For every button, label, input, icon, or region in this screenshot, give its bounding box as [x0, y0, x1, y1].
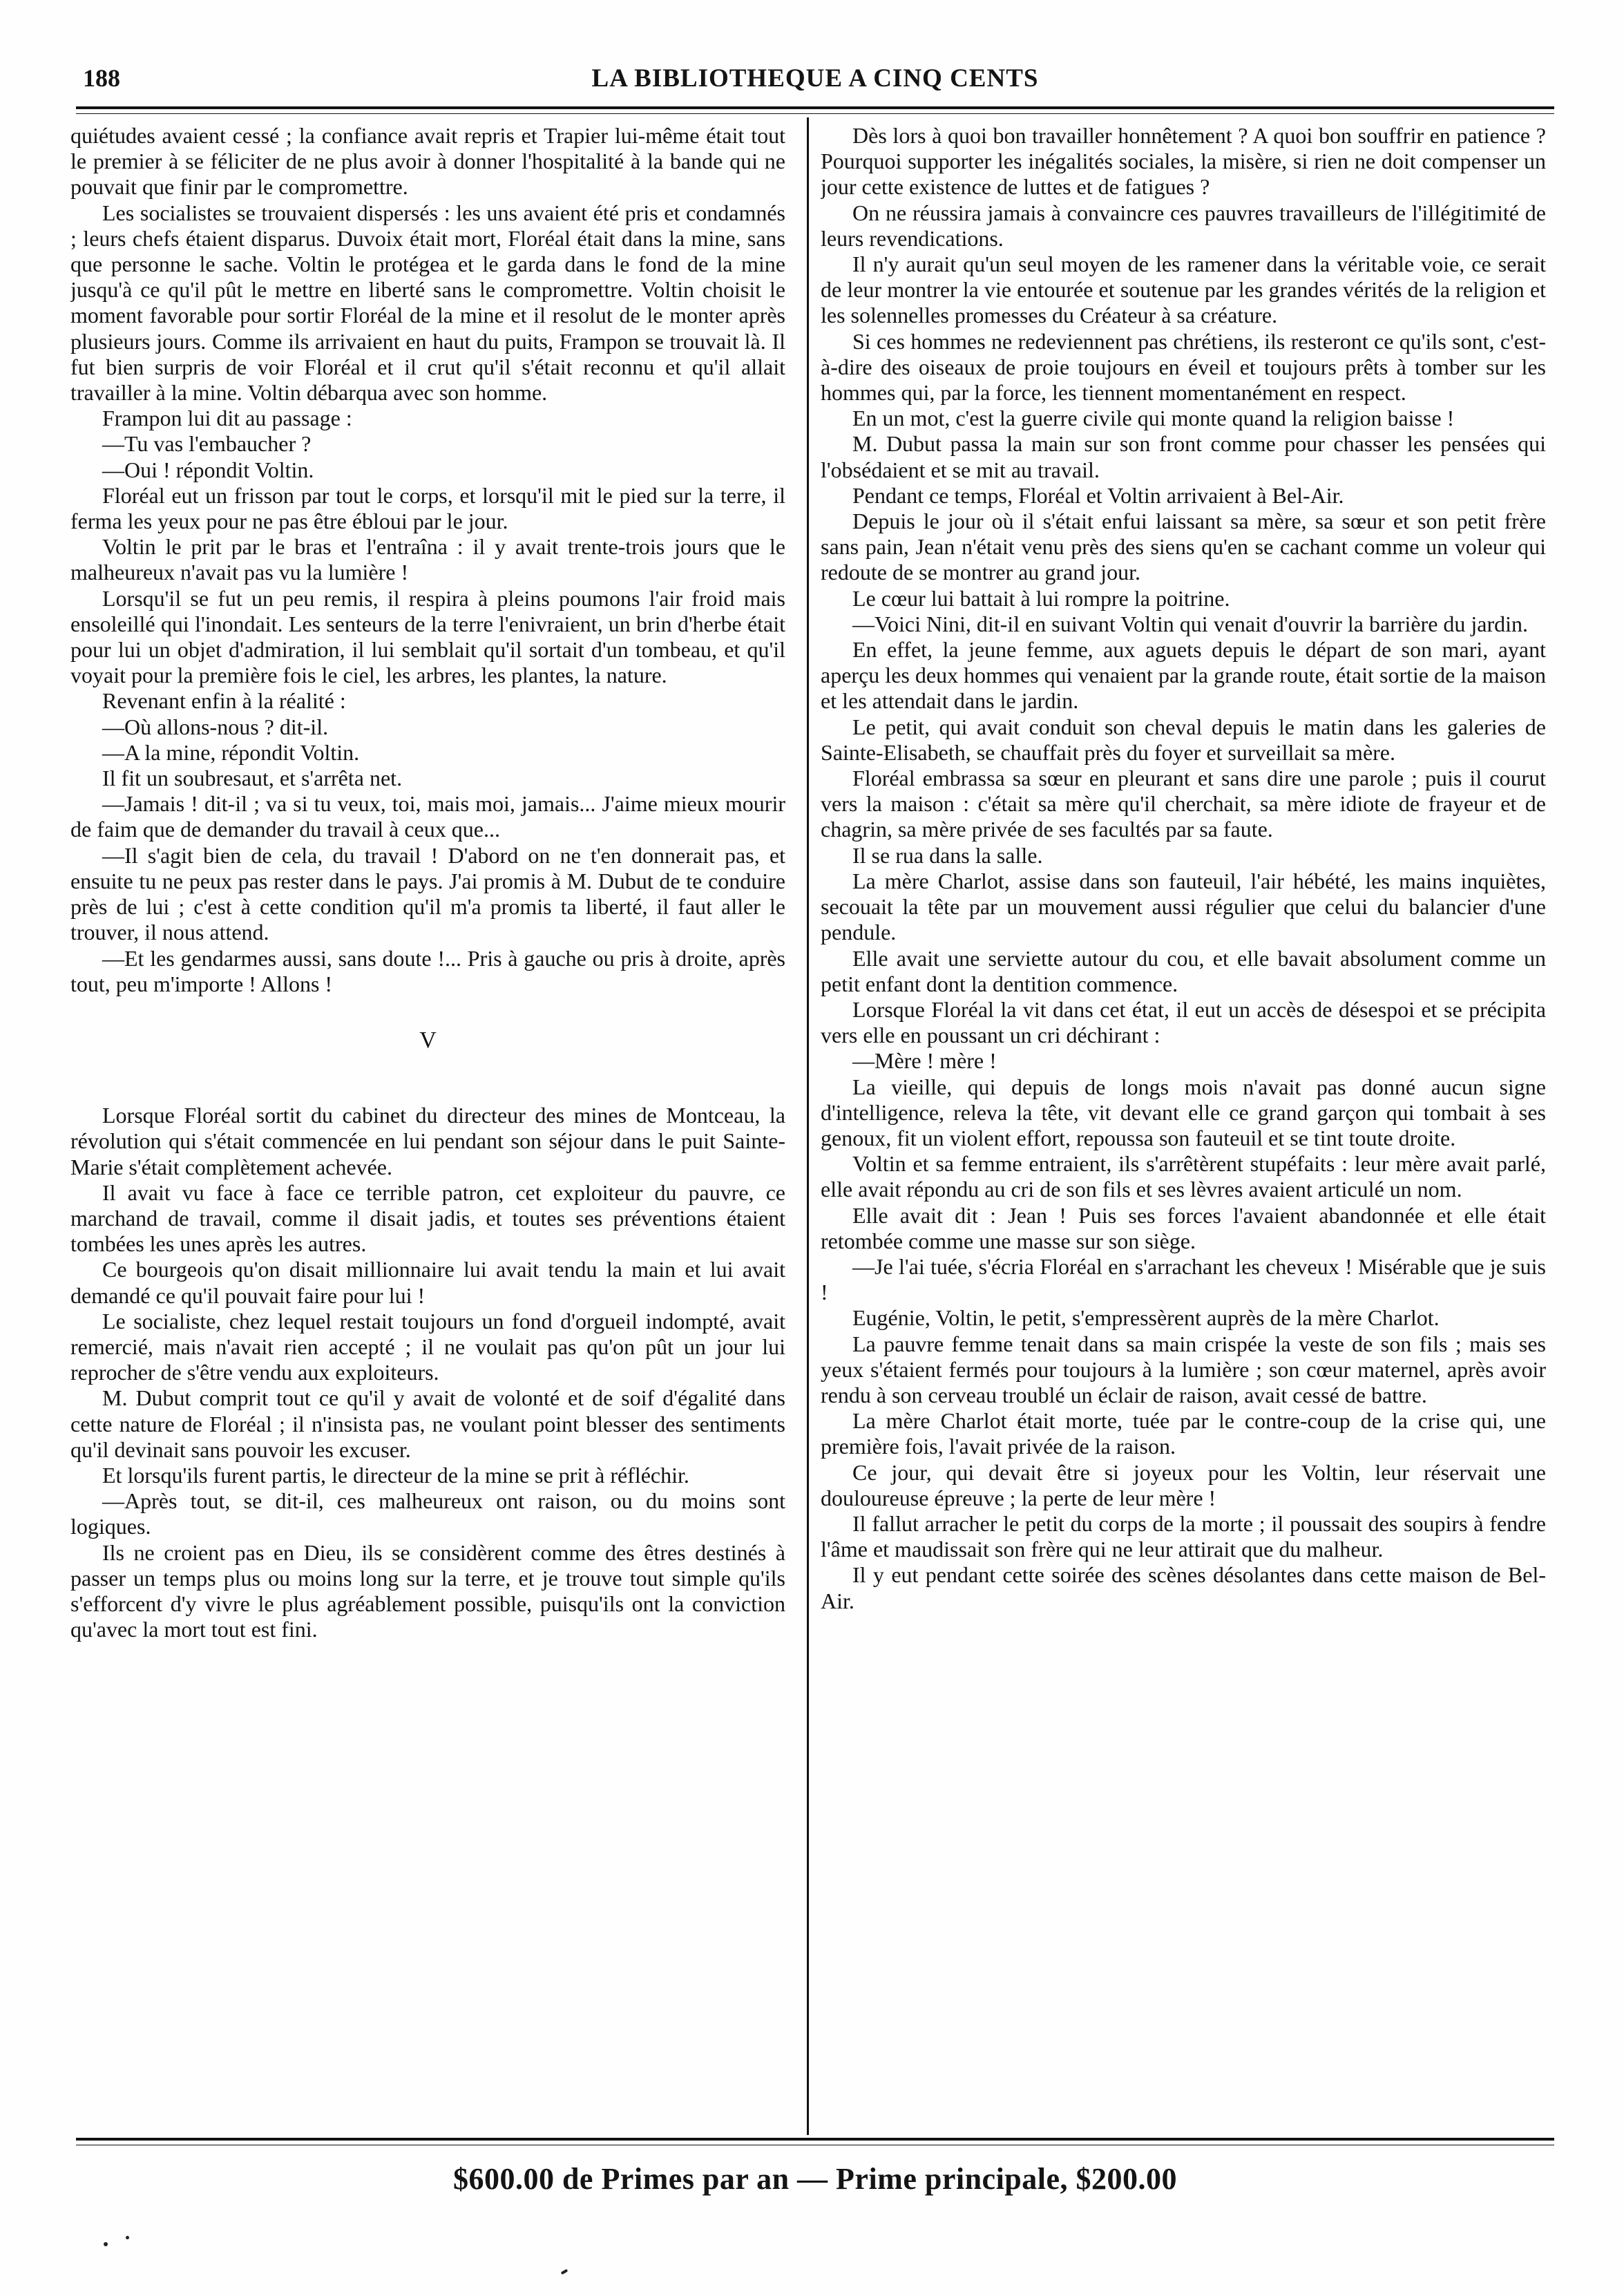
right-column [821, 123, 1546, 2130]
paragraph: Frampon lui dit au passage : [102, 406, 352, 431]
paragraph: Il n'y aurait qu'un seul moyen de les ramener dans la véritable voie, ce serait de leur montrer la vie entourée et soutenue par les grandes vérités de la religion et les solennelles promesses du Créateur à sa créature. [821, 252, 1546, 328]
paragraph: —Mère ! mère ! [852, 1048, 997, 1074]
paragraph: —Voici Nini, dit-il en suivant Voltin qui venait d'ouvrir la barrière du jardin. [852, 611, 1529, 636]
column-divider [807, 117, 809, 2135]
paragraph: Le cœur lui battait à lui rompre la poitrine. [852, 585, 1230, 611]
paragraph: —Il s'agit bien de cela, du travail ! D'abord on ne t'en donnerait pas, et ensuite tu ne peux pas rester dans le pays. J'ai promis à M. Dubut de te conduire près de lui ; c'est à cette condition qu'il m'a promis ta liberté, il faut aller le trouver, il nous attend. [70, 842, 785, 945]
running-title: LA BIBLIOTHEQUE A CINQ CENTS [591, 64, 1039, 93]
header-rule-thick [76, 106, 1554, 109]
paragraph: —Tu vas l'embaucher ? [102, 431, 312, 457]
paragraph: —Où allons-nous ? dit-il. [102, 714, 329, 739]
paragraph: En un mot, c'est la guerre civile qui monte quand la religion baisse ! [852, 406, 1455, 431]
paragraph: Lorsque Floréal sortit du cabinet du directeur des mines de Montceau, la révolution qui s'était commencée en lui pendant son séjour dans le puit Sainte-Marie s'était complètement achevée. [70, 1103, 785, 1179]
paragraph: Revenant enfin à la réalité : [102, 688, 346, 714]
paragraph: Ce bourgeois qu'on disait millionnaire lui avait tendu la main et lui avait demandé ce qu'il pouvait faire pour lui ! [70, 1257, 785, 1308]
paragraph: Lorsqu'il se fut un peu remis, il respira à pleins poumons l'air froid mais ensoleillé qui l'inondait. Les senteurs de la terre l'enivraient, un brin d'herbe était pour lui un objet d'admiration, il lui semblait qu'il sortait d'un tombeau, et qu'il voyait pour la première fois le ciel, les arbres, les plantes, la nature. [70, 585, 785, 688]
print-speck [126, 2236, 129, 2239]
paragraph: Il avait vu face à face ce terrible patron, cet exploiteur du pauvre, ce marchand de travail, comme il disait jadis, et toutes ses préventions étaient tombées les unes après les autres. [70, 1179, 785, 1257]
paragraph: Il fallut arracher le petit du corps de la morte ; il poussait des soupirs à fendre l'âme et maudissait son frère qui ne leur attirait que du malheur. [821, 1510, 1546, 1562]
paragraph: Depuis le jour où il s'était enfui laissant sa mère, sa sœur et son petit frère sans pain, Jean n'était venu près des siens qu'en se cachant comme un voleur qui redoute de se montrer au grand jour. [821, 509, 1546, 585]
paragraph: quiétudes avaient cessé ; la confiance avait repris et Trapier lui-même était tout le premier à se féliciter de ne plus avoir à donner l'hospitalité à la bande qui ne pouvait que finir par le compromettre. [70, 123, 785, 200]
paragraph: Voltin le prit par le bras et l'entraîna : il y avait trente-trois jours que le malheureux n'avait pas vu la lumière ! [70, 534, 785, 585]
paragraph: —Après tout, se dit-il, ces malheureux ont raison, ou du moins sont logiques. [70, 1488, 785, 1539]
paragraph: Floréal embrassa sa sœur en pleurant et sans dire une parole ; puis il courut vers la maison : c'était sa mère qu'il cherchait, sa mère idiote de frayeur et de chagrin, sa mère privée de ses facultés par sa faute. [821, 766, 1546, 842]
paragraph: Eugénie, Voltin, le petit, s'empressèrent auprès de la mère Charlot. [852, 1305, 1440, 1331]
paragraph: —Jamais ! dit-il ; va si tu veux, toi, mais moi, jamais... J'aime mieux mourir de faim que de demander du travail à ceux que... [70, 791, 785, 842]
header-rule-thin [76, 113, 1554, 114]
paragraph: La mère Charlot, assise dans son fauteuil, l'air hébété, les mains inquiètes, secouait la tête par un mouvement aussi régulier que celui du balancier d'une pendule. [821, 868, 1546, 945]
paragraph: Le socialiste, chez lequel restait toujours un fond d'orgueil indompté, avait remercié, mais n'avait rien accepté ; il ne voulait pas qu'on pût un jour lui reprocher de s'être vendu aux exploiteurs. [70, 1308, 785, 1385]
paragraph: —A la mine, répondit Voltin. [102, 739, 360, 765]
paragraph: Il y eut pendant cette soirée des scènes désolantes dans cette maison de Bel-Air. [821, 1562, 1546, 1613]
footer-advertisement: $600.00 de Primes par an — Prime principale, $200.00 [452, 2162, 1178, 2196]
paragraph: Lorsque Floréal la vit dans cet état, il eut un accès de désespoi et se précipita vers elle en poussant un cri déchirant : [821, 996, 1546, 1048]
paragraph: —Oui ! répondit Voltin. [102, 457, 314, 482]
paragraph: La vieille, qui depuis de longs mois n'avait pas donné aucun signe d'intelligence, releva la tête, vit devant elle ce grand garçon qui tombait à ses genoux, fit un violent effort, repoussa son fauteuil et se tint toute droite. [821, 1074, 1546, 1150]
paragraph: Et lorsqu'ils furent partis, le directeur de la mine se prit à réfléchir. [102, 1462, 689, 1488]
paragraph: —Et les gendarmes aussi, sans doute !... Pris à gauche ou pris à droite, après tout, peu m'importe ! Allons ! [70, 945, 785, 996]
paragraph: M. Dubut comprit tout ce qu'il y avait de volonté et de soif d'égalité dans cette nature de Floréal ; il n'insista pas, ne voulant point blesser des sentiments qu'il devinait sans pouvoir les excuser. [70, 1385, 785, 1462]
print-speck [104, 2242, 108, 2246]
section-heading: V [419, 1027, 437, 1053]
print-speck [561, 2269, 569, 2275]
paragraph: Si ces hommes ne redeviennent pas chrétiens, ils resteront ce qu'ils sont, c'est-à-dire des oiseaux de proie toujours en éveil et toujours prêts à tomber sur les hommes qui, par la force, les tiennent momentanément en respect. [821, 328, 1546, 406]
paragraph: Floréal eut un frisson par tout le corps, et lorsqu'il mit le pied sur la terre, il ferma les yeux pour ne pas être ébloui par le jour. [70, 482, 785, 534]
paragraph: —Je l'ai tuée, s'écria Floréal en s'arrachant les cheveux ! Misérable que je suis ! [821, 1253, 1546, 1305]
paragraph: Dès lors à quoi bon travailler honnêtement ? A quoi bon souffrir en patience ? Pourquoi supporter les inégalités sociales, la misère, si rien ne doit compenser un jour cette existence de luttes et de fatigues ? [821, 123, 1546, 200]
paragraph: M. Dubut passa la main sur son front comme pour chasser les pensées qui l'obsédaient et se mit au travail. [821, 431, 1546, 482]
paragraph: La mère Charlot était morte, tuée par le contre-coup de la crise qui, une première fois, l'avait privée de la raison. [821, 1408, 1546, 1459]
paragraph: Elle avait une serviette autour du cou, et elle bavait absolument comme un petit enfant dont la dentition commence. [821, 945, 1546, 996]
paragraph: Ils ne croient pas en Dieu, ils se considèrent comme des êtres destinés à passer un temps plus ou moins long sur la terre, et je trouve tout simple qu'ils s'efforcent d'y vivre le plus agréablement possible, puisqu'ils ont la conviction qu'avec la mort tout est fini. [70, 1539, 785, 1642]
left-column [70, 123, 785, 2130]
paragraph: Voltin et sa femme entraient, ils s'arrêtèrent stupéfaits : leur mère avait parlé, elle avait répondu au cri de son fils et ses lèvres avaient articulé un nom. [821, 1151, 1546, 1202]
paragraph: Il fit un soubresaut, et s'arrêta net. [102, 766, 403, 791]
paragraph: Elle avait dit : Jean ! Puis ses forces l'avaient abandonnée et elle était retombée comme une masse sur son siège. [821, 1202, 1546, 1253]
paragraph: Il se rua dans la salle. [852, 842, 1043, 868]
paragraph: Ce jour, qui devait être si joyeux pour les Voltin, leur réservait une douloureuse épreuve ; la perte de leur mère ! [821, 1459, 1546, 1510]
paragraph: Les socialistes se trouvaient dispersés : les uns avaient été pris et condamnés ; leurs chefs étaient disparus. Duvoix était mort, Floréal était dans la mine, sans que personne le sache. Voltin le protégea et le garda dans le fond de la mine jusqu'à ce qu'il pût le mettre en liberté sans le compromettre. Voltin choisit le moment favorable pour sortir Floréal de la mine et il resolut de le monter après plusieurs jours. Comme ils arrivaient en haut du puits, Frampon se trouvait là. Il fut bien surpris de voir Floréal et il crut qu'il s'était reconnu et qu'il allait travailler à la mine. Voltin débarqua avec son homme. [70, 200, 785, 406]
footer-rule-thick [76, 2138, 1554, 2141]
paragraph: Pendant ce temps, Floréal et Voltin arrivaient à Bel-Air. [852, 482, 1344, 508]
paragraph: Le petit, qui avait conduit son cheval depuis le matin dans les galeries de Sainte-Elisabeth, se chauffait près du foyer et surveillait sa mère. [821, 714, 1546, 765]
paragraph: En effet, la jeune femme, aux aguets depuis le départ de son mari, ayant aperçu les deux hommes qui venaient par la grande route, était sortie de la maison et les attendait dans le jardin. [821, 637, 1546, 714]
page-number: 188 [83, 64, 120, 92]
page-header [76, 64, 1554, 105]
paragraph: La pauvre femme tenait dans sa main crispée la veste de son fils ; mais ses yeux s'étaient fermés pour toujours à la lumière ; son cœur maternel, après avoir rendu à son cerveau troublé un éclair de raison, avait cessé de battre. [821, 1331, 1546, 1407]
paragraph: On ne réussira jamais à convaincre ces pauvres travailleurs de l'illégitimité de leurs revendications. [821, 200, 1546, 251]
